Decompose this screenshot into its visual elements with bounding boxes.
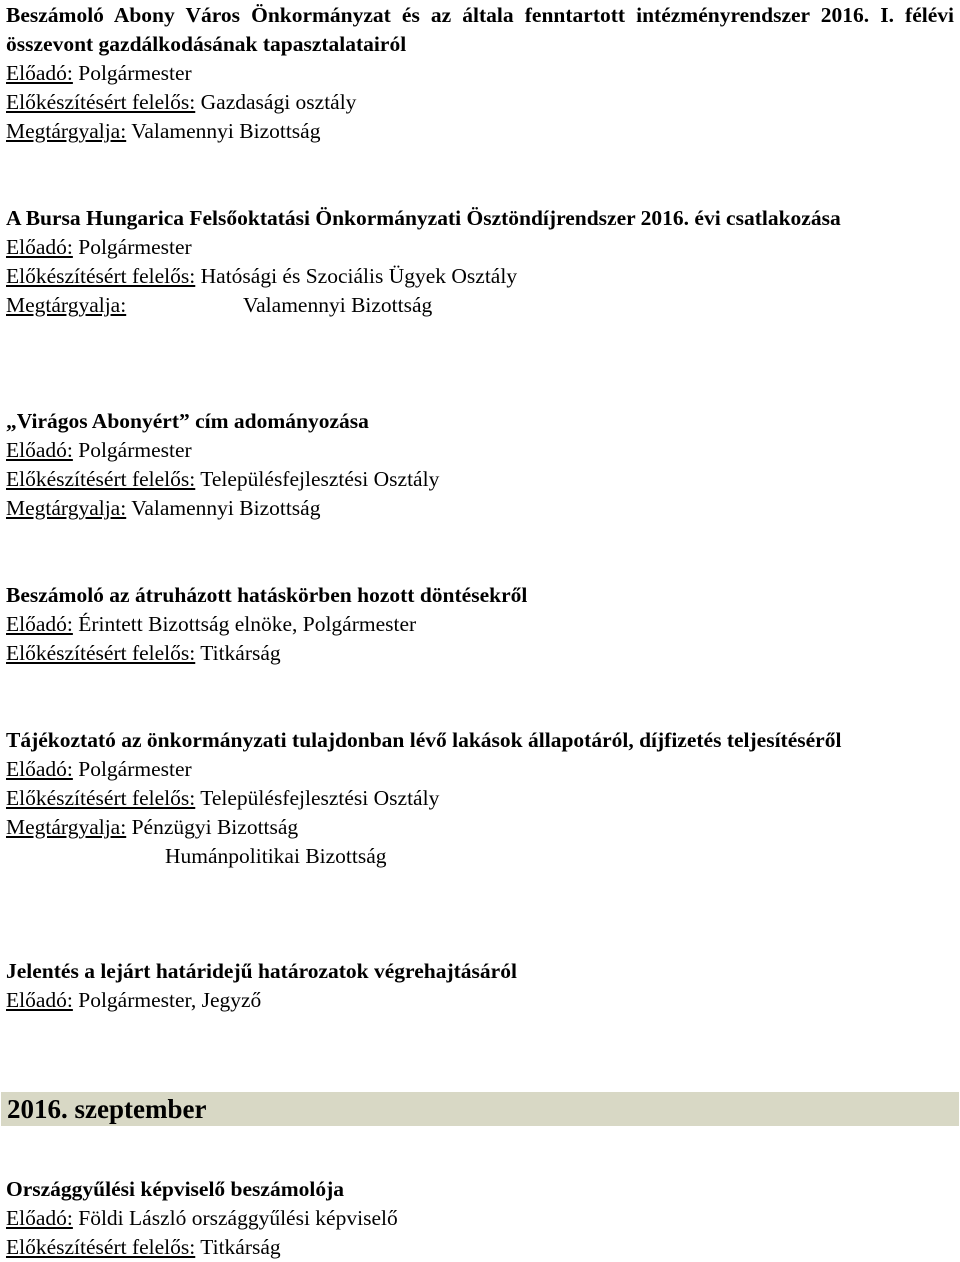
agenda-item-title: Beszámoló Abony Város Önkormányzat és az általa fenntartott intézményrendszer 2016. I. félévi összevont gazdálkodásának tapasztalatairól <box>6 3 954 56</box>
responsible-value: Településfejlesztési Osztály <box>195 467 440 491</box>
presenter-value: Földi László országgyűlési képviselő <box>72 1206 398 1230</box>
presenter-label: Előadó: <box>6 1206 73 1230</box>
presenter-value: Érintett Bizottság elnöke, Polgármester <box>72 612 417 636</box>
presenter-value: Polgármester <box>72 757 192 781</box>
discussed-by-extra: Humánpolitikai Bizottság <box>165 844 387 868</box>
presenter-value: Polgármester <box>72 61 192 85</box>
presenter-line <box>6 436 954 465</box>
responsible-value: Településfejlesztési Osztály <box>195 786 440 810</box>
responsible-value: Hatósági és Szociális Ügyek Osztály <box>195 264 518 288</box>
responsible-line <box>6 784 954 813</box>
discussed-by-label: Megtárgyalja: <box>6 293 127 317</box>
agenda-item-title: Tájékoztató az önkormányzati tulajdonban lévő lakások állapotáról, díjfizetés teljesítéséről <box>6 728 842 752</box>
agenda-item-financial-report <box>6 1 954 146</box>
responsible-label: Előkészítésért felelős: <box>6 264 196 288</box>
responsible-value: Titkárság <box>195 1235 281 1259</box>
agenda-item-title: „Virágos Abonyért” cím adományozása <box>6 409 369 433</box>
presenter-label: Előadó: <box>6 61 73 85</box>
discussed-by-value: Valamennyi Bizottság <box>243 293 433 317</box>
presenter-label: Előadó: <box>6 438 73 462</box>
presenter-label: Előadó: <box>6 612 73 636</box>
responsible-line <box>6 88 954 117</box>
agenda-item-title: A Bursa Hungarica Felsőoktatási Önkormányzati Ösztöndíjrendszer 2016. évi csatlakozása <box>6 206 841 230</box>
agenda-item-delegated-decisions <box>6 581 954 668</box>
presenter-value: Polgármester <box>72 438 192 462</box>
agenda-item-title: Jelentés a lejárt határidejű határozatok végrehajtásáról <box>6 959 517 983</box>
presenter-line <box>6 610 954 639</box>
discussed-by-line <box>6 291 954 320</box>
discussed-by-line <box>6 494 954 523</box>
discussed-by-label: Megtárgyalja: <box>6 119 127 143</box>
presenter-label: Előadó: <box>6 235 73 259</box>
responsible-line <box>6 639 954 668</box>
discussed-by-value: Valamennyi Bizottság <box>126 496 321 520</box>
month-heading: 2016. szeptember <box>7 1094 207 1124</box>
responsible-line <box>6 1233 954 1262</box>
presenter-line <box>6 59 954 88</box>
responsible-label: Előkészítésért felelős: <box>6 1235 196 1259</box>
responsible-value: Titkárság <box>195 641 281 665</box>
agenda-item-mp-report <box>6 1175 954 1262</box>
responsible-label: Előkészítésért felelős: <box>6 90 196 114</box>
month-heading-band <box>1 1092 959 1126</box>
presenter-line <box>6 986 954 1015</box>
discussed-by-label: Megtárgyalja: <box>6 496 127 520</box>
agenda-item-expired-resolutions <box>6 957 954 1015</box>
agenda-item-bursa-hungarica <box>6 204 954 320</box>
presenter-label: Előadó: <box>6 757 73 781</box>
presenter-line <box>6 1204 954 1233</box>
discussed-by-line <box>6 117 954 146</box>
agenda-item-title: Országgyűlési képviselő beszámolója <box>6 1177 345 1201</box>
discussed-by-label: Megtárgyalja: <box>6 815 127 839</box>
responsible-value: Gazdasági osztály <box>195 90 357 114</box>
discussed-by-value: Valamennyi Bizottság <box>126 119 321 143</box>
presenter-value: Polgármester, Jegyző <box>72 988 262 1012</box>
agenda-item-title: Beszámoló az átruházott hatáskörben hozott döntésekről <box>6 583 528 607</box>
presenter-value: Polgármester <box>72 235 192 259</box>
responsible-line <box>6 262 954 291</box>
responsible-line <box>6 465 954 494</box>
presenter-line <box>6 233 954 262</box>
responsible-label: Előkészítésért felelős: <box>6 467 196 491</box>
presenter-label: Előadó: <box>6 988 73 1012</box>
discussed-by-line <box>6 813 954 842</box>
responsible-label: Előkészítésért felelős: <box>6 786 196 810</box>
responsible-label: Előkészítésért felelős: <box>6 641 196 665</box>
agenda-item-viragos-abonyert <box>6 407 954 523</box>
presenter-line <box>6 755 954 784</box>
discussed-by-value: Pénzügyi Bizottság <box>126 815 299 839</box>
agenda-item-housing-report <box>6 726 954 871</box>
